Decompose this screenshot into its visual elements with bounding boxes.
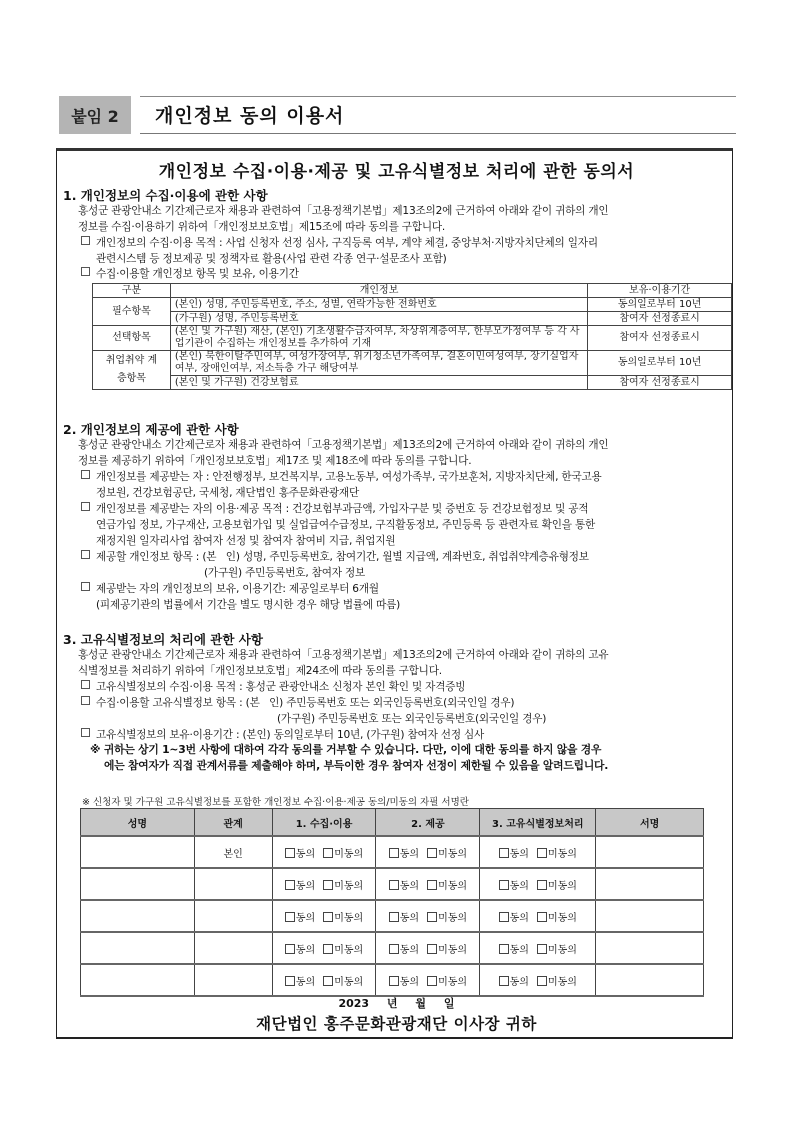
table-row	[93, 326, 732, 351]
form-title: 개인정보 수집·이용·제공 및 고유식별정보 처리에 관한 동의서	[158, 162, 635, 182]
signature-cell[interactable]	[596, 932, 704, 964]
disagree-label: 미동의	[438, 976, 468, 988]
table-period-cell: 참여자 선정종료시	[588, 376, 732, 390]
agree-checkbox[interactable]	[499, 913, 529, 924]
section1-purpose-line1: 개인정보의 수집·이용 목적 : 사업 신청자 선정 심사, 구직등록 여부, 계약 체결, 중앙부처·지방자치단체의 일자리	[96, 237, 598, 249]
section2-intro-line2: 정보를 제공하기 위하여「개인정보보호법」제17조 및 제18조에 따라 동의를 구합니다.	[78, 455, 472, 467]
consent-cell-provide	[376, 836, 480, 868]
agree-label: 동의	[295, 944, 316, 956]
disagree-checkbox[interactable]	[537, 977, 577, 988]
section2-retention-line1: 제공받는 자의 개인정보의 보유, 이용기간: 제공일로부터 6개월	[96, 583, 379, 595]
agree-checkbox[interactable]	[389, 913, 419, 924]
disagree-label: 미동의	[547, 944, 577, 956]
date-month: 월	[415, 997, 427, 1010]
agree-checkbox[interactable]	[285, 849, 315, 860]
section3-retention	[81, 727, 729, 743]
checkbox-icon[interactable]	[389, 912, 399, 922]
square-bullet-icon	[81, 502, 90, 511]
agree-checkbox[interactable]	[285, 945, 315, 956]
section2-intro	[78, 437, 728, 469]
attachment-tag: 붙임 2	[59, 96, 131, 134]
checkbox-icon[interactable]	[499, 944, 509, 954]
disagree-checkbox[interactable]	[323, 881, 363, 892]
signature-cell[interactable]	[596, 836, 704, 868]
signature-name-cell[interactable]	[81, 900, 195, 932]
table-period-cell: 참여자 선정종료시	[588, 326, 732, 351]
checkbox-icon[interactable]	[323, 912, 333, 922]
square-bullet-icon	[81, 267, 90, 276]
signature-name-cell[interactable]	[81, 932, 195, 964]
title-rule-top	[140, 96, 736, 97]
disagree-checkbox[interactable]	[537, 849, 577, 860]
square-bullet-icon	[81, 550, 90, 559]
disagree-label: 미동의	[547, 848, 577, 860]
checkbox-icon[interactable]	[285, 912, 295, 922]
signature-relation-cell[interactable]	[194, 964, 272, 996]
disagree-label: 미동의	[334, 880, 364, 892]
checkbox-icon[interactable]	[389, 944, 399, 954]
agree-checkbox[interactable]	[285, 977, 315, 988]
agree-checkbox[interactable]	[499, 945, 529, 956]
signature-name-cell[interactable]	[81, 836, 195, 868]
disagree-checkbox[interactable]	[323, 849, 363, 860]
table-group-cell: 선택항목	[93, 326, 171, 351]
checkbox-icon[interactable]	[389, 880, 399, 890]
section3-purpose	[81, 679, 729, 695]
section2-items	[81, 549, 729, 581]
disagree-label: 미동의	[438, 912, 468, 924]
checkbox-icon[interactable]	[499, 976, 509, 986]
section2-retention	[81, 581, 729, 613]
square-bullet-icon	[81, 696, 90, 705]
disagree-checkbox[interactable]	[537, 945, 577, 956]
table-header: 보유·이용기간	[588, 284, 732, 298]
consent-cell-collect-use	[272, 932, 376, 964]
section1-heading: 1. 개인정보의 수집·이용에 관한 사항	[63, 188, 268, 203]
personal-info-table	[92, 283, 732, 390]
signature-header-row	[81, 809, 704, 837]
consent-cell-collect-use	[272, 964, 376, 996]
section3-intro	[78, 647, 728, 679]
checkbox-icon[interactable]	[389, 976, 399, 986]
section2-intro-line1: 홍성군 관광안내소 기간제근로자 채용과 관련하여「고용정책기본법」제13조의2에 근거하여 아래와 같이 귀하의 개인	[78, 439, 609, 451]
signature-header: 성명	[81, 809, 195, 837]
section1-intro-line1: 홍성군 관광안내소 기간제근로자 채용과 관련하여「고용정책기본법」제13조의2에 근거하여 아래와 같이 귀하의 개인	[78, 205, 609, 217]
agree-label: 동의	[295, 880, 316, 892]
page-title: 개인정보 동의 이용서	[155, 105, 345, 127]
disagree-label: 미동의	[438, 848, 468, 860]
disagree-label: 미동의	[334, 944, 364, 956]
signature-cell[interactable]	[596, 868, 704, 900]
table-row	[93, 298, 732, 312]
section2-items-line1: 제공할 개인정보 항목 : (본 인) 성명, 주민등록번호, 참여기간, 월별 지급액, 계좌번호, 취업취약계층유형정보	[96, 551, 589, 563]
square-bullet-icon	[81, 470, 90, 479]
signature-relation-cell[interactable]	[194, 900, 272, 932]
agree-checkbox[interactable]	[389, 881, 419, 892]
title-rule-bottom	[140, 133, 736, 134]
table-row	[93, 351, 732, 376]
consent-cell-unique-id	[480, 964, 596, 996]
consent-cell-provide	[376, 964, 480, 996]
checkbox-icon[interactable]	[285, 976, 295, 986]
consent-cell-provide	[376, 932, 480, 964]
agree-label: 동의	[399, 912, 420, 924]
signature-row	[81, 964, 704, 996]
agree-label: 동의	[509, 912, 529, 924]
checkbox-icon[interactable]	[537, 880, 547, 890]
section2-items-line2: (가구원) 주민등록번호, 참여자 정보	[204, 567, 366, 579]
signature-cell[interactable]	[596, 900, 704, 932]
table-group-cell: 필수항목	[93, 298, 171, 326]
signature-note: ※ 신청자 및 가구원 고유식별정보를 포함한 개인정보 수집·이용·제공 동의/미동의 자필 서명란	[82, 797, 469, 808]
section3-purpose-text: 고유식별정보의 수집·이용 목적 : 홍성군 관광안내소 신청자 본인 확인 및 자격증빙	[96, 681, 466, 693]
agree-checkbox[interactable]	[285, 913, 315, 924]
consent-cell-unique-id	[480, 900, 596, 932]
checkbox-icon[interactable]	[427, 944, 437, 954]
consent-cell-unique-id	[480, 836, 596, 868]
checkbox-icon[interactable]	[537, 944, 547, 954]
section1-items-label-text: 수집·이용할 개인정보 항목 및 보유, 이용기간	[96, 268, 299, 280]
section2-use-line3: 재정지원 일자리사업 참여자 선정 및 참여자 참여비 지급, 취업지원	[96, 535, 396, 547]
section3-retention-text: 고유식별정보의 보유·이용기간 : (본인) 동의일로부터 10년, (가구원) 참여자 선정 심사	[96, 729, 485, 741]
signature-row	[81, 932, 704, 964]
table-info-cell: (가구원) 성명, 주민등록번호	[170, 312, 587, 326]
agree-label: 동의	[399, 880, 420, 892]
disagree-label: 미동의	[334, 848, 364, 860]
table-info-cell: (본인 및 가구원) 재산, (본인) 기초생활수급자여부, 차상위계층여부, 한부모가정여부 등 각 사업기관이 수집하는 개인정보를 추가하여 기재	[170, 326, 587, 351]
disagree-checkbox[interactable]	[537, 881, 577, 892]
section3-items-line2: (가구원) 주민등록번호 또는 외국인등록번호(외국인일 경우)	[277, 713, 547, 725]
agree-checkbox[interactable]	[499, 977, 529, 988]
table-period-cell: 동의일로부터 10년	[588, 298, 732, 312]
square-bullet-icon	[81, 728, 90, 737]
checkbox-icon[interactable]	[285, 944, 295, 954]
checkbox-icon[interactable]	[427, 976, 437, 986]
table-info-cell: (본인) 북한이탈주민여부, 여성가장여부, 위기청소년가족여부, 결혼이민여성여부, 장기실업자여부, 장애인여부, 저소득층 가구 해당여부	[170, 351, 587, 376]
square-bullet-icon	[81, 680, 90, 689]
section2-recipients-line2: 정보원, 건강보험공단, 국세청, 재단법인 홍주문화관광재단	[96, 487, 359, 499]
agree-label: 동의	[295, 848, 316, 860]
section2-use	[81, 501, 729, 549]
signature-relation-cell[interactable]	[194, 932, 272, 964]
disagree-checkbox[interactable]	[427, 913, 467, 924]
checkbox-icon[interactable]	[285, 880, 295, 890]
square-bullet-icon	[81, 236, 90, 245]
signature-cell[interactable]	[596, 964, 704, 996]
table-row	[93, 312, 732, 326]
agree-checkbox[interactable]	[389, 945, 419, 956]
agree-label: 동의	[399, 976, 420, 988]
signature-header: 3. 고유식별정보처리	[480, 809, 596, 837]
checkbox-icon[interactable]	[537, 912, 547, 922]
signature-table	[80, 808, 704, 997]
agree-label: 동의	[509, 944, 529, 956]
table-header-row	[93, 284, 732, 298]
section2-use-line1: 개인정보를 제공받는 자의 이용·제공 목적 : 건강보험부과금액, 가입자구분 및 증번호 등 건강보험정보 및 공적	[96, 503, 589, 515]
agree-checkbox[interactable]	[389, 849, 419, 860]
section1-purpose-line2: 관련시스템 등 정보제공 및 정책자료 활용(사업 관련 각종 연구·설문조사 포함)	[96, 253, 447, 265]
checkbox-icon[interactable]	[323, 944, 333, 954]
consent-cell-provide	[376, 868, 480, 900]
section2-retention-line2: (피제공기관의 법률에서 기간을 별도 명시한 경우 해당 법률에 따름)	[96, 599, 401, 611]
checkbox-icon[interactable]	[499, 848, 509, 858]
date-line	[0, 995, 793, 1011]
table-period-cell: 동의일로부터 10년	[588, 351, 732, 376]
section1-purpose	[81, 235, 729, 267]
consent-cell-unique-id	[480, 868, 596, 900]
disagree-label: 미동의	[438, 944, 468, 956]
section2-use-line2: 연금가입 정보, 가구재산, 고용보험가입 및 실업급여수급정보, 구직활동정보, 주민등록 등 관련자료 확인을 통한	[96, 519, 596, 531]
checkbox-icon[interactable]	[427, 848, 437, 858]
disagree-checkbox[interactable]	[427, 881, 467, 892]
addressee: 재단법인 홍주문화관광재단 이사장 귀하	[256, 1015, 537, 1033]
agree-label: 동의	[295, 976, 316, 988]
section3-intro-line1: 홍성군 관광안내소 기간제근로자 채용과 관련하여「고용정책기본법」제13조의2에 근거하여 아래와 같이 귀하의 고유	[78, 649, 609, 661]
agree-label: 동의	[295, 912, 316, 924]
agree-checkbox[interactable]	[499, 849, 529, 860]
disagree-checkbox[interactable]	[323, 977, 363, 988]
refusal-notice-line1: ※ 귀하는 상기 1~3번 사항에 대하여 각각 동의를 거부할 수 있습니다. 다만, 이에 대한 동의를 하지 않을 경우	[90, 743, 602, 756]
disagree-checkbox[interactable]	[537, 913, 577, 924]
disagree-label: 미동의	[438, 880, 468, 892]
checkbox-icon[interactable]	[499, 912, 509, 922]
agree-checkbox[interactable]	[389, 977, 419, 988]
checkbox-icon[interactable]	[427, 912, 437, 922]
section2-recipients-line1: 개인정보를 제공받는 자 : 안전행정부, 보건복지부, 고용노동부, 여성가족부, 국가보훈처, 지방자치단체, 한국고용	[96, 471, 602, 483]
square-bullet-icon	[81, 582, 90, 591]
date-year: 2023 년	[338, 997, 398, 1010]
consent-cell-collect-use	[272, 868, 376, 900]
checkbox-icon[interactable]	[323, 880, 333, 890]
checkbox-icon[interactable]	[537, 976, 547, 986]
disagree-label: 미동의	[334, 976, 364, 988]
table-header: 개인정보	[170, 284, 587, 298]
signature-row	[81, 836, 704, 868]
signature-header: 관계	[194, 809, 272, 837]
section2-recipients	[81, 469, 729, 501]
consent-cell-collect-use	[272, 836, 376, 868]
agree-label: 동의	[399, 944, 420, 956]
signature-name-cell[interactable]	[81, 868, 195, 900]
signature-relation-cell[interactable]: 본인	[194, 836, 272, 868]
disagree-checkbox[interactable]	[427, 945, 467, 956]
signature-relation-cell[interactable]	[194, 868, 272, 900]
signature-header: 1. 수집·이용	[272, 809, 376, 837]
signature-row	[81, 868, 704, 900]
section3-items	[81, 695, 729, 727]
agree-label: 동의	[509, 976, 529, 988]
disagree-checkbox[interactable]	[427, 849, 467, 860]
section3-heading: 3. 고유식별정보의 처리에 관한 사항	[63, 632, 263, 647]
checkbox-icon[interactable]	[323, 976, 333, 986]
agree-label: 동의	[399, 848, 420, 860]
section3-intro-line2: 식별정보를 처리하기 위하여「개인정보보호법」제24조에 따라 동의를 구합니다.	[78, 665, 442, 677]
disagree-label: 미동의	[547, 912, 577, 924]
signature-name-cell[interactable]	[81, 964, 195, 996]
section1-intro	[78, 203, 728, 235]
refusal-notice-line2: 에는 참여자가 직접 관계서류를 제출해야 하며, 부득이한 경우 참여자 선정이 제한될 수 있음을 알려드립니다.	[104, 759, 609, 772]
refusal-notice	[90, 742, 730, 774]
consent-cell-provide	[376, 900, 480, 932]
agree-checkbox[interactable]	[499, 881, 529, 892]
disagree-checkbox[interactable]	[427, 977, 467, 988]
disagree-checkbox[interactable]	[323, 945, 363, 956]
section3-items-line1: 수집·이용할 고유식별정보 항목 : (본 인) 주민등록번호 또는 외국인등록번호(외국인일 경우)	[96, 697, 515, 709]
section2-heading: 2. 개인정보의 제공에 관한 사항	[63, 422, 239, 437]
table-group-cell: 취업취약 계층항목	[93, 351, 171, 390]
signature-row	[81, 900, 704, 932]
agree-label: 동의	[509, 848, 529, 860]
signature-header: 서명	[596, 809, 704, 837]
consent-cell-collect-use	[272, 900, 376, 932]
section1-intro-line2: 정보를 수집·이용하기 위하여「개인정보보호법」제15조에 따라 동의를 구합니다.	[78, 221, 446, 233]
checkbox-icon[interactable]	[285, 848, 295, 858]
disagree-label: 미동의	[547, 880, 577, 892]
table-info-cell: (본인) 성명, 주민등록번호, 주소, 성별, 연락가능한 전화번호	[170, 298, 587, 312]
agree-checkbox[interactable]	[285, 881, 315, 892]
checkbox-icon[interactable]	[537, 848, 547, 858]
table-period-cell: 참여자 선정종료시	[588, 312, 732, 326]
date-day: 일	[443, 997, 455, 1010]
disagree-label: 미동의	[334, 912, 364, 924]
agree-label: 동의	[509, 880, 529, 892]
checkbox-icon[interactable]	[427, 880, 437, 890]
disagree-checkbox[interactable]	[323, 913, 363, 924]
section1-items-label	[81, 266, 729, 282]
checkbox-icon[interactable]	[323, 848, 333, 858]
table-header: 구분	[93, 284, 171, 298]
table-info-cell: (본인 및 가구원) 건강보험료	[170, 376, 587, 390]
table-row	[93, 376, 732, 390]
signature-header: 2. 제공	[376, 809, 480, 837]
consent-cell-unique-id	[480, 932, 596, 964]
checkbox-icon[interactable]	[389, 848, 399, 858]
checkbox-icon[interactable]	[499, 880, 509, 890]
disagree-label: 미동의	[547, 976, 577, 988]
